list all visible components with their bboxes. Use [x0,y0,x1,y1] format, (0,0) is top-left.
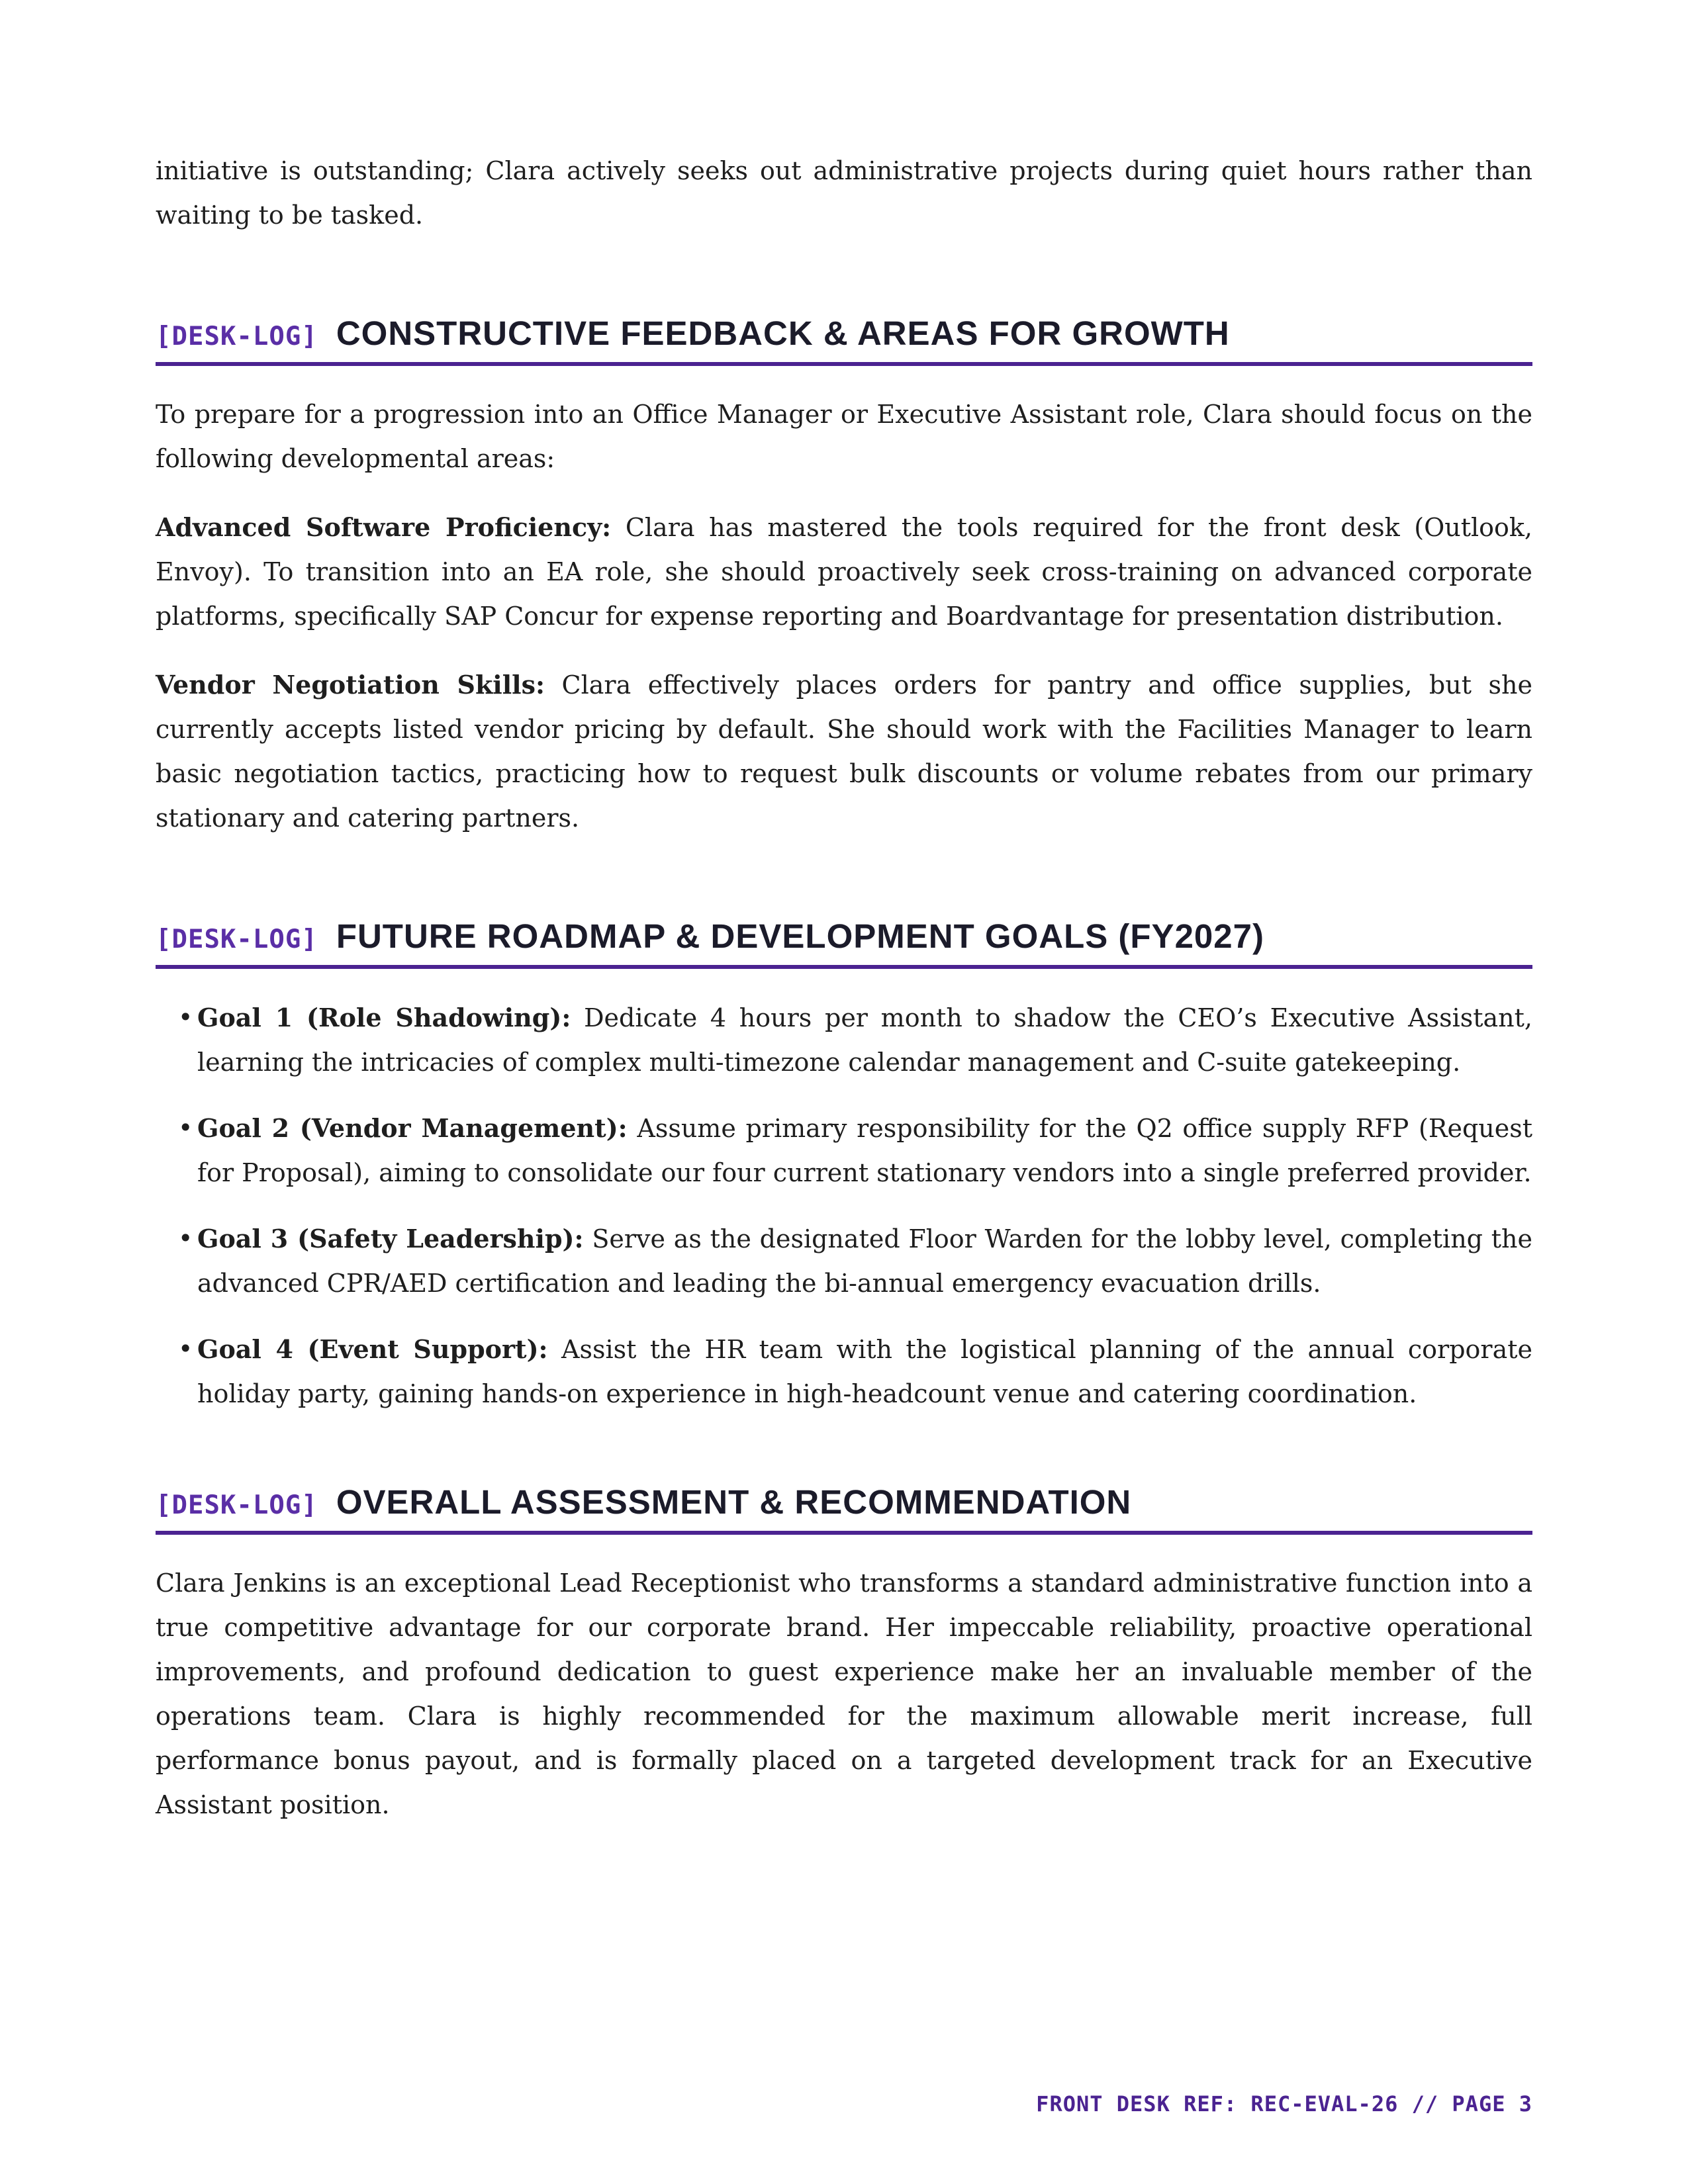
section-tag: [DESK-LOG] [156,322,318,351]
assessment-paragraph: Clara Jenkins is an exceptional Lead Receptionist who transforms a standard administrative function into a true competitive advantage for our corporate brand. Her impeccable reliability, proactive operational improvements, and profound dedication to guest experience make her an invaluable member of the operations team. Clara is highly recommended for the maximum allowable merit increase, full performance bonus payout, and is formally placed on a targeted development track for an Executive Assistant position. [156,1569,1532,1819]
list-item [156,995,1532,1085]
goal-text: Assist the HR team with the logistical planning of the annual corporate holiday party, gaining hands-on experience in high-headcount venue and catering coordination. [197,1335,1532,1408]
section-title: OVERALL ASSESSMENT & RECOMMENDATION [336,1483,1132,1521]
list-item [156,1106,1532,1195]
goal-label: Goal 4 (Event Support): [197,1334,548,1364]
page-footer-ref: FRONT DESK REF: REC-EVAL-26 // PAGE 3 [1036,2091,1532,2116]
list-item [156,1327,1532,1416]
intro-paragraph: initiative is outstanding; Clara actively seeks out administrative projects during quiet hours rather than waiting to be tasked. [156,156,1532,230]
section-lead: To prepare for a progression into an Office Manager or Executive Assistant role, Clara should focus on the following developmental areas: [156,400,1532,473]
goal-text: Serve as the designated Floor Warden for the lobby level, completing the advanced CPR/AED certification and leading the bi-annual emergency evacuation drills. [197,1224,1532,1298]
bullet-icon: • [178,1003,193,1032]
feedback-item-label: Advanced Software Proficiency: [156,512,612,542]
section-tag: [DESK-LOG] [156,925,318,954]
section-title: FUTURE ROADMAP & DEVELOPMENT GOALS (FY2027) [336,917,1265,955]
goal-text: Dedicate 4 hours per month to shadow the CEO’s Executive Assistant, learning the intricacies of complex multi-timezone calendar management and C-suite gatekeeping. [197,1003,1532,1077]
list-item [156,1216,1532,1306]
feedback-item [156,662,1532,841]
goal-label: Goal 2 (Vendor Management): [197,1113,628,1143]
feedback-item-text: Clara effectively places orders for pantry and office supplies, but she currently accepts listed vendor pricing by default. She should work with the Facilities Manager to learn basic negotiation tactics, practicing how to request bulk discounts or volume rebates from our primary stationary and catering partners. [156,670,1532,833]
goal-label: Goal 1 (Role Shadowing): [197,1003,571,1032]
bullet-icon: • [178,1113,193,1142]
section-constructive-feedback [156,314,1532,841]
goal-list [156,995,1532,1416]
goal-label: Goal 3 (Safety Leadership): [197,1224,584,1253]
bullet-icon: • [178,1224,193,1253]
section-future-roadmap [156,917,1532,1416]
section-header [156,1482,1532,1535]
section-header [156,314,1532,366]
bullet-icon: • [178,1334,193,1363]
document-page [156,149,1532,1827]
feedback-item [156,505,1532,639]
section-title: CONSTRUCTIVE FEEDBACK & AREAS FOR GROWTH [336,314,1230,352]
section-header [156,917,1532,969]
goal-text: Assume primary responsibility for the Q2 office supply RFP (Request for Proposal), aiming to consolidate our four current stationary vendors into a single preferred provider. [197,1114,1532,1187]
feedback-item-text: Clara has mastered the tools required for the front desk (Outlook, Envoy). To transition into an EA role, she should proactively seek cross-training on advanced corporate platforms, specifically SAP Concur for expense reporting and Boardvantage for presentation distribution. [156,513,1532,631]
section-overall-assessment [156,1482,1532,1827]
section-tag: [DESK-LOG] [156,1490,318,1520]
feedback-item-label: Vendor Negotiation Skills: [156,670,545,700]
